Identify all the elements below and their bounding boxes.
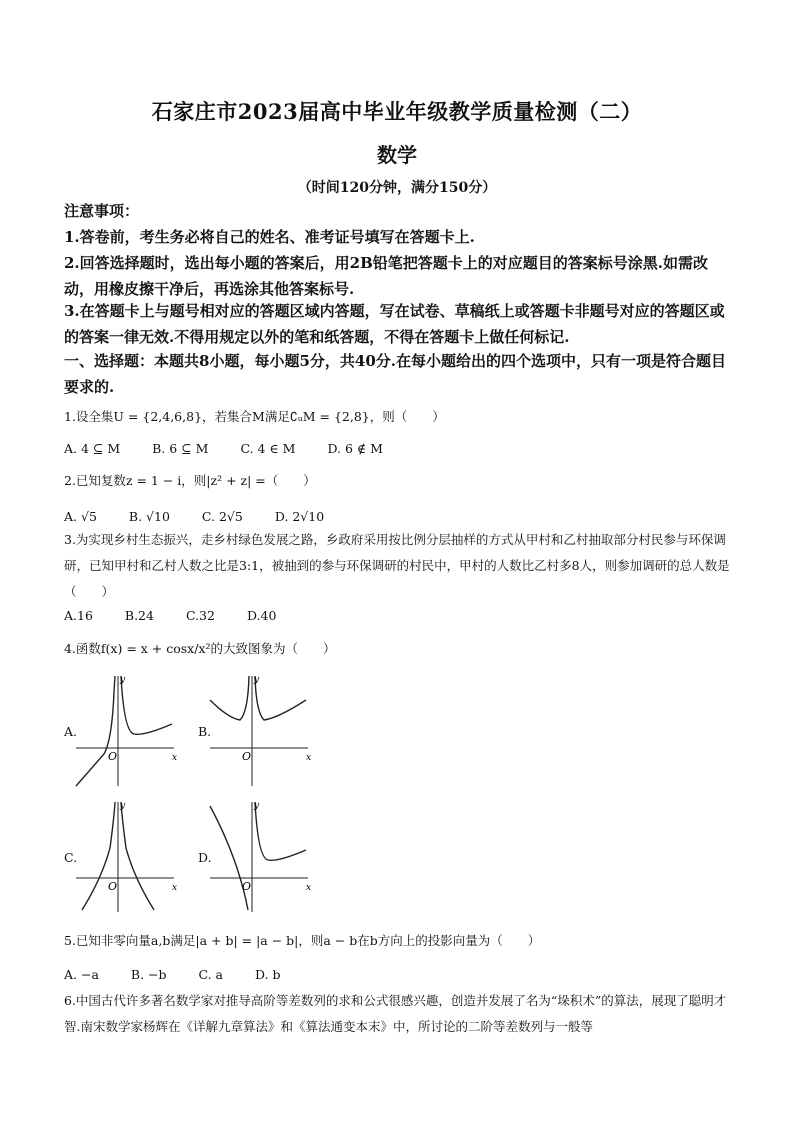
graph-c-origin-label: O xyxy=(108,880,118,893)
time-info: （时间120分钟，满分150分） xyxy=(297,180,497,196)
notes-heading: 注意事项： xyxy=(64,202,140,220)
question-3-options xyxy=(64,605,304,627)
graph-b-right-branch xyxy=(255,676,306,720)
graph-b-origin-label: O xyxy=(242,750,252,763)
note-item-2: 2.回答选择题时，选出每小题的答案后，用2B铅笔把答题卡上的对应题目的答案标号涂黑.如需改动，用橡皮擦干净后，再选涂其他答案标号. xyxy=(64,254,709,298)
graph-b-label[interactable]: B. xyxy=(198,724,212,739)
q1-option-a[interactable]: A. 4 ⊆ M xyxy=(64,441,121,456)
section-heading: 一、选择题：本题共8小题，每小题5分，共40分.在每小题给出的四个选项中，只有一项是符合题目要求的. xyxy=(64,352,726,396)
q5-option-d[interactable]: D. b xyxy=(255,967,281,982)
graph-a-x-label: x xyxy=(172,753,178,763)
graph-d-label[interactable]: D. xyxy=(198,850,212,865)
graph-c-right-branch xyxy=(121,802,154,910)
note-item-3: 3.在答题卡上与题号相对应的答题区域内答题，写在试卷、草稿纸上或答题卡非题号对应的答题区或的答案一律无效.不得用规定以外的笔和纸答题，不得在答题卡上做任何标记. xyxy=(64,302,725,346)
question-1-stem: 1.设全集U = {2,4,6,8}，若集合M满足∁ᵤM = {2,8}，则（ ） xyxy=(64,409,445,424)
q5-option-a[interactable]: A. −a xyxy=(64,967,99,982)
graph-b-plot xyxy=(208,672,312,790)
q2-option-d[interactable]: D. 2√10 xyxy=(274,509,325,524)
q3-option-d[interactable]: D.40 xyxy=(246,608,277,623)
question-5-stem: 5.已知非零向量a,b满足|a + b| = |a − b|，则a − b在b方向上的投影向量为（ ） xyxy=(64,933,541,948)
question-3-stem: 3.为实现乡村生态振兴，走乡村绿色发展之路，乡政府采用按比例分层抽样的方式从甲村和乙村抽取部分村民参与环保调研，已知甲村和乙村人数之比是3:1，被抽到的参与环保调研的村民中，甲村的人数比乙村多8人，则参加调研的总人数是（ ） xyxy=(64,532,730,599)
q2-option-c[interactable]: C. 2√5 xyxy=(201,509,243,524)
q2-option-b[interactable]: B. √10 xyxy=(128,509,170,524)
graph-a-y-label: y xyxy=(120,675,126,685)
graph-d-y-label: y xyxy=(254,801,260,811)
graph-a-right-branch xyxy=(121,676,172,734)
subject-title: 数学 xyxy=(377,143,417,167)
graph-b-left-branch xyxy=(210,676,249,720)
graph-b-y-label: y xyxy=(254,675,260,685)
graph-a-plot xyxy=(74,672,178,790)
graph-d-plot xyxy=(208,798,312,916)
question-2-stem: 2.已知复数z = 1 − i，则|z² + z| =（ ） xyxy=(64,473,316,488)
graph-d-origin-label: O xyxy=(242,880,252,893)
q5-option-b[interactable]: B. −b xyxy=(130,967,167,982)
question-5-options xyxy=(64,964,309,986)
graph-a-left-branch xyxy=(76,676,118,786)
graph-a-origin-label: O xyxy=(108,750,118,763)
graph-d-right-branch xyxy=(255,802,306,860)
q1-option-d[interactable]: D. 6 ∉ M xyxy=(327,441,383,456)
graph-d-x-label: x xyxy=(306,883,312,893)
question-1-options xyxy=(64,438,411,460)
q1-option-b[interactable]: B. 6 ⊆ M xyxy=(152,441,209,456)
graph-c-left-branch xyxy=(82,802,118,910)
q3-option-a[interactable]: A.16 xyxy=(64,608,93,623)
graph-d-left-branch xyxy=(210,806,248,910)
exam-title: 石家庄市2023届高中毕业年级教学质量检测（二） xyxy=(151,99,643,124)
q3-option-b[interactable]: B.24 xyxy=(124,608,154,623)
graph-b-x-label: x xyxy=(306,753,312,763)
q1-option-c[interactable]: C. 4 ∈ M xyxy=(240,441,296,456)
graph-c-x-label: x xyxy=(172,883,178,893)
question-6-stem: 6.中国古代许多著名数学家对推导高阶等差数列的求和公式很感兴趣，创造并发展了名为“垛积术”的算法，展现了聪明才智.南宋数学家杨辉在《详解九章算法》和《算法通变本末》中，所讨论的二阶等差数列与一般等 xyxy=(64,993,727,1034)
question-4-stem: 4.函数f(x) = x + cosx/x²的大致图象为（ ） xyxy=(64,641,336,656)
q5-option-c[interactable]: C. a xyxy=(198,967,224,982)
q3-option-c[interactable]: C.32 xyxy=(185,608,215,623)
graph-a-label[interactable]: A. xyxy=(64,724,78,739)
graph-c-label[interactable]: C. xyxy=(64,850,78,865)
note-item-1: 1.答卷前，考生务必将自己的姓名、准考证号填写在答题卡上. xyxy=(64,228,475,246)
question-2-options xyxy=(64,506,352,528)
graph-c-plot xyxy=(74,798,178,916)
q2-option-a[interactable]: A. √5 xyxy=(64,509,97,524)
graph-c-y-label: y xyxy=(120,801,126,811)
